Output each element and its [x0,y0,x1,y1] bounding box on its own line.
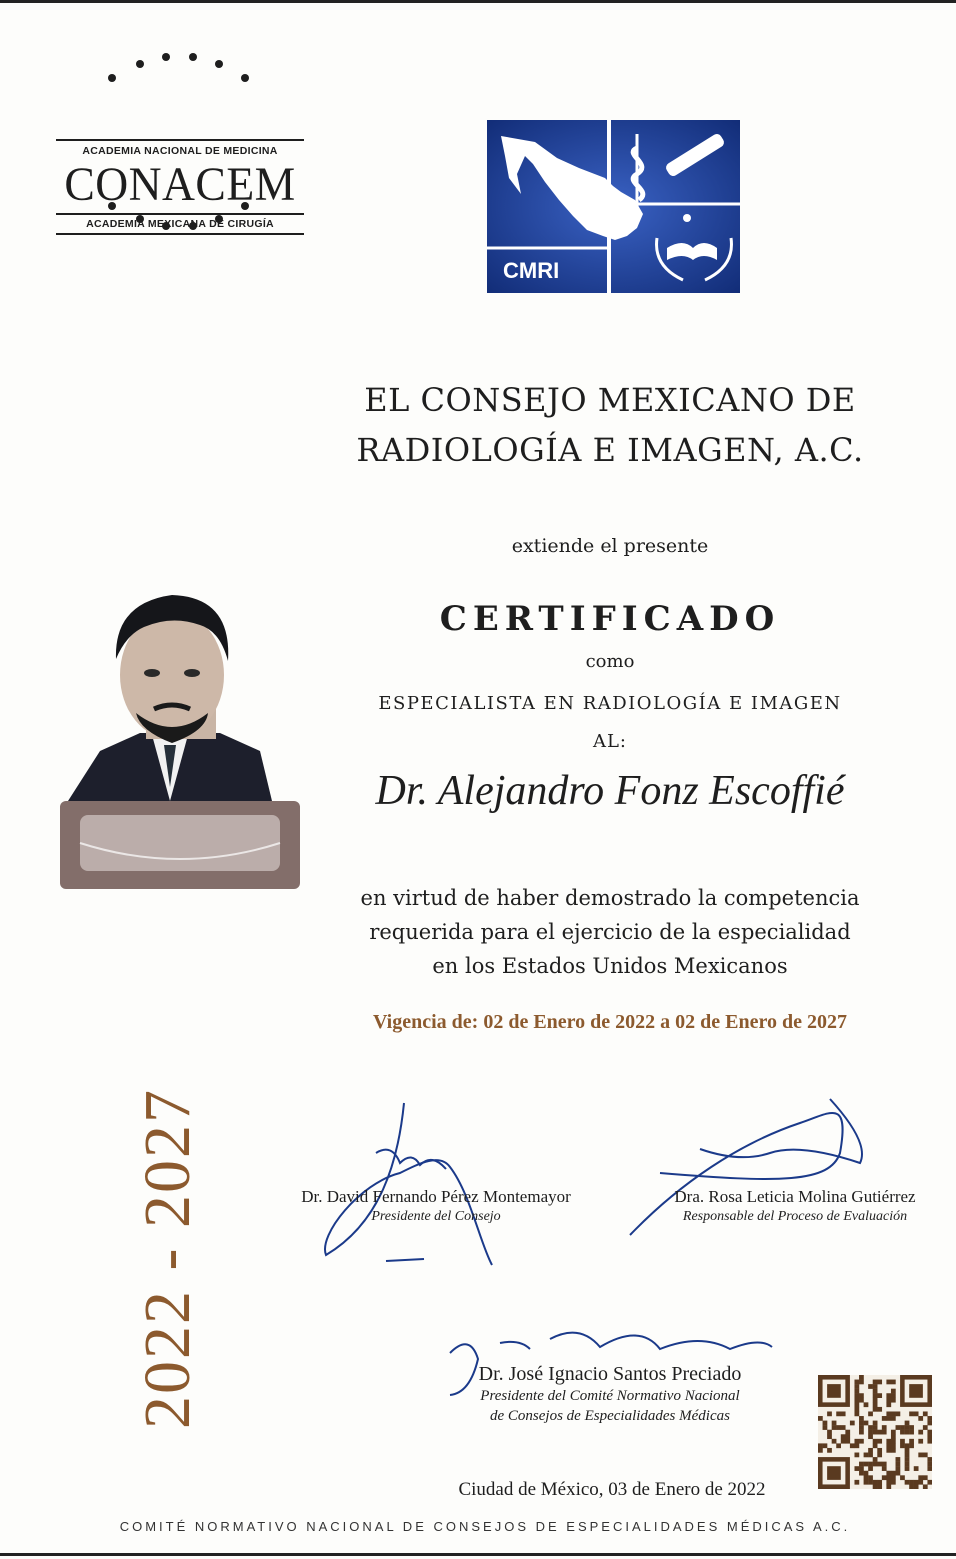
certificate-title: CERTIFICADO [439,599,781,639]
validity-period: Vigencia de: 02 de Enero de 2022 a 02 de Enero de 2027 [372,1011,848,1033]
al-text: AL: [592,731,628,752]
statement-line-1: en virtud de haber demostrado la competencia [360,886,860,910]
conacem-name: CONACEM [64,158,296,211]
logo-rule-top [56,139,304,141]
competency-statement [320,881,900,983]
signatory-president [286,1187,586,1227]
logo-rule-middle [56,213,304,215]
signatory-name: Dra. Rosa Leticia Molina Gutiérrez [674,1187,916,1206]
signatory-evaluation [650,1187,940,1227]
como-text: como [585,651,635,672]
cmri-logo [487,120,740,293]
institution-line-2: RADIOLOGÍA E IMAGEN, A.C. [356,431,864,469]
conacem-bottom-line: ACADEMIA MEXICANA DE CIRUGÍA [86,218,274,230]
cmri-label: CMRI [503,258,560,283]
conacem-logo [52,47,308,237]
signatory-role: Presidente del Consejo [371,1209,501,1224]
institution-line-1: EL CONSEJO MEXICANO DE [364,381,856,419]
signatory-role: Presidente del Comité Normativo Nacional [480,1388,740,1404]
signatory-role-line-2: de Consejos de Especialidades Médicas [490,1408,730,1424]
signatory-name: Dr. David Fernando Pérez Montemayor [301,1187,571,1206]
portrait-photo [60,575,300,891]
years-range: 2022 - 2027 [131,1088,204,1429]
intro-text: extiende el presente [511,535,709,557]
place-and-date: Ciudad de México, 03 de Enero de 2022 [458,1479,766,1500]
conacem-top-line: ACADEMIA NACIONAL DE MEDICINA [82,145,278,157]
statement-line-2: requerida para el ejercicio de la especialidad [369,920,851,944]
signatory-committee [420,1363,800,1426]
signatory-role: Responsable del Proceso de Evaluación [682,1209,908,1224]
recipient-name: Dr. Alejandro Fonz Escoffié [375,768,845,814]
footer-committee: COMITÉ NORMATIVO NACIONAL DE CONSEJOS DE ESPECIALIDADES MÉDICAS A.C. [119,1519,851,1534]
qr-code-icon [818,1375,932,1489]
signatory-name: Dr. José Ignacio Santos Preciado [478,1363,742,1385]
specialty-text: ESPECIALISTA EN RADIOLOGÍA E IMAGEN [378,693,842,714]
institution-name [320,375,900,475]
logo-rule-bottom [56,233,304,235]
statement-line-3: en los Estados Unidos Mexicanos [432,954,788,978]
